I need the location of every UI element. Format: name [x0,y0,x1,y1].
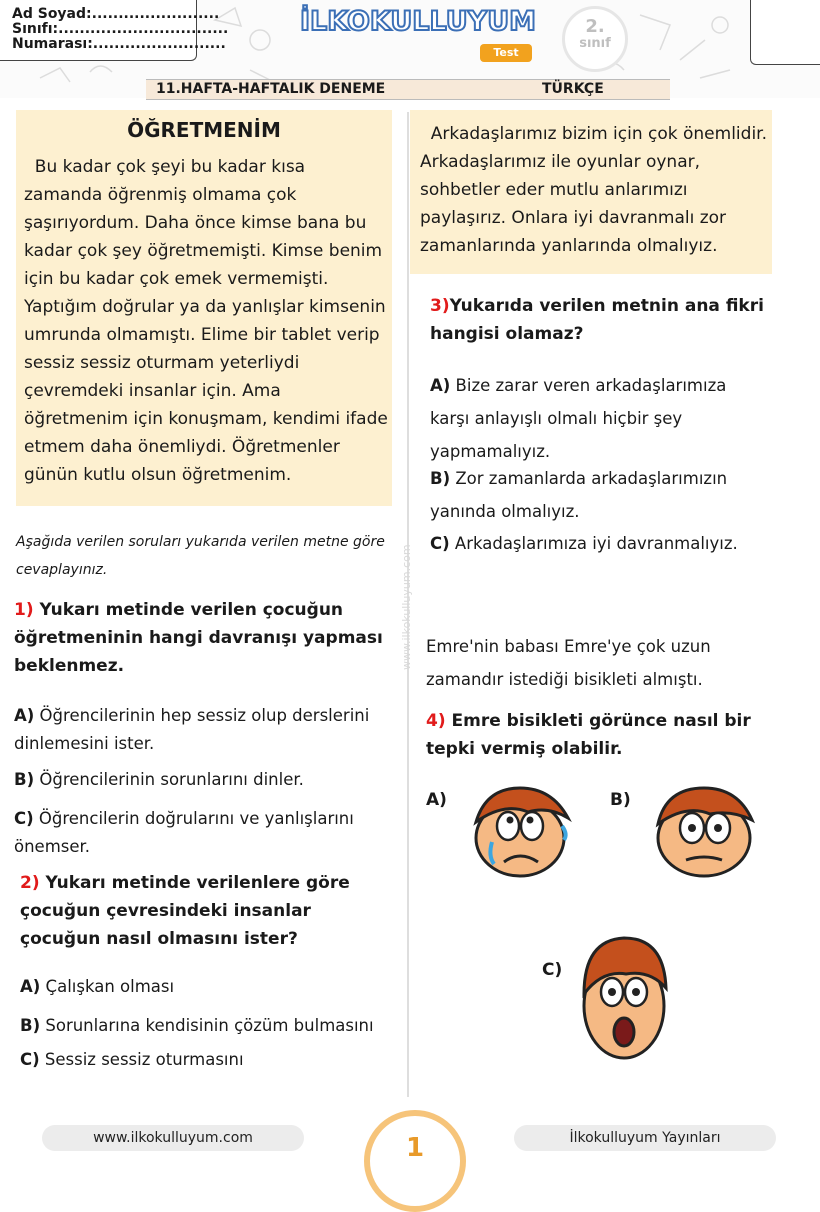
q2-option-b[interactable] [20,1012,400,1040]
option-letter: B) [14,770,35,789]
option-letter: A) [14,706,35,725]
q4-option-c-label[interactable]: C) [542,960,563,980]
passage-2-text: Arkadaşlarımız bizim için çok önemlidir. Arkadaşlarımız ile oyunlar oynar, sohbetler eder mutlu anlarımızı paylaşırız. Onlara iyi davranmalı zor zamanlarında yanlarında olmalıyız. [420,124,767,256]
question-3-number: 3) [430,296,450,316]
option-text: Çalışkan olması [40,977,175,996]
question-4 [426,707,786,763]
class-field[interactable]: Sınıfı:................................ [12,21,229,37]
option-letter: C) [20,1050,40,1069]
surprised-face-icon[interactable] [574,934,674,1064]
option-letter: A) [430,376,451,395]
q1-option-c[interactable] [14,805,400,861]
q1-option-b[interactable] [14,766,400,794]
question-4-number: 4) [426,711,446,731]
option-text: Öğrencilerinin hep sessiz olup derslerini dinlemesini ister. [14,706,370,753]
page-number: 1 [364,1110,466,1212]
question-4-text: Emre bisikleti görünce nasıl bir tepki vermiş olabilir. [426,711,751,759]
q4-option-a-label[interactable]: A) [426,790,447,810]
passage-1-title: ÖĞRETMENİM [127,118,281,142]
q3-option-a[interactable] [430,369,770,468]
option-letter: A) [20,977,41,996]
week-title: 11.HAFTA-HAFTALIK DENEME [156,81,386,97]
question-3-text: Yukarıda verilen metnin ana fikri hangisi olamaz? [430,296,764,344]
question-2-number: 2) [20,873,40,893]
q3-option-c[interactable] [430,527,790,560]
q3-option-b[interactable] [430,462,770,528]
footer-publisher: İlkokulluyum Yayınları [514,1125,776,1151]
worried-face-icon[interactable] [646,784,762,880]
score-box [750,0,820,65]
q1-option-a[interactable] [14,702,400,758]
q2-option-a[interactable] [20,973,400,1001]
option-text: Sessiz sessiz oturmasını [39,1050,244,1069]
question-2-text: Yukarı metinde verilenlere göre çocuğun çevresindeki insanlar çocuğun nasıl olmasını ister? [20,873,350,949]
option-letter: C) [14,809,34,828]
passage-1-text: Bu kadar çok şeyi bu kadar kısa zamanda öğrenmiş olmama çok şaşırıyordum. Daha önce kimse bana bu kadar çok şey öğretmemişti. Kimse benim için bu kadar çok emek vermemişti. Yaptığım doğrular ya da yanlışlar kimsenin umrunda olmamıştı. Elime bir tablet verip sessiz sessiz oturmam yeterliydi çevremdeki insanlar için. Ama öğretmenim için konuşmam, kendimi ifade etmem daha önemliydi. Öğretmenler günün kutlu olsun öğretmenim. [24,157,388,485]
logo-test-badge: Test [480,44,532,62]
question-1 [14,596,394,680]
question-1-number: 1) [14,600,34,620]
question-1-text: Yukarı metinde verilen çocuğun öğretmeninin hangi davranışı yapması beklenmez. [14,600,383,676]
option-text: Bize zarar veren arkadaşlarımıza karşı anlayışlı olmalı hiçbir şey yapmamalıyız. [430,376,727,461]
option-text: Öğrencilerin doğrularını ve yanlışlarını önemser. [14,809,354,856]
option-text: Öğrencilerinin sorunlarını dinler. [34,770,304,789]
option-letter: C) [430,534,450,553]
number-field[interactable]: Numarası:......................... [12,36,226,52]
name-field[interactable]: Ad Soyad:........................ [12,6,220,22]
option-letter: B) [20,1016,41,1035]
subject-title: TÜRKÇE [542,81,604,97]
q2-option-c[interactable] [20,1046,400,1074]
option-text: Zor zamanlarda arkadaşlarımızın yanında olmalıyız. [430,469,728,521]
grade-badge [562,6,628,72]
footer-website[interactable]: www.ilkokulluyum.com [42,1125,304,1151]
grade-word: sınıf [579,36,611,51]
question-2 [20,869,390,953]
option-text: Sorunlarına kendisinin çözüm bulmasını [40,1016,374,1035]
site-logo: İLKOKULLUYUM [300,6,536,37]
crying-face-icon[interactable] [462,784,580,880]
title-bar [146,79,670,100]
question-3 [430,292,770,348]
grade-number: 2. [585,16,605,37]
question-4-intro: Emre'nin babası Emre'ye çok uzun zamandır istediği bisikleti almıştı. [426,637,711,689]
option-letter: B) [430,469,451,488]
option-text: Arkadaşlarımıza iyi davranmalıyız. [449,534,738,553]
instruction-text: Aşağıda verilen soruları yukarıda verilen metne göre cevaplayınız. [16,534,385,578]
q4-option-b-label[interactable]: B) [610,790,631,810]
watermark: www.ilkokulluyum.com [400,544,413,670]
